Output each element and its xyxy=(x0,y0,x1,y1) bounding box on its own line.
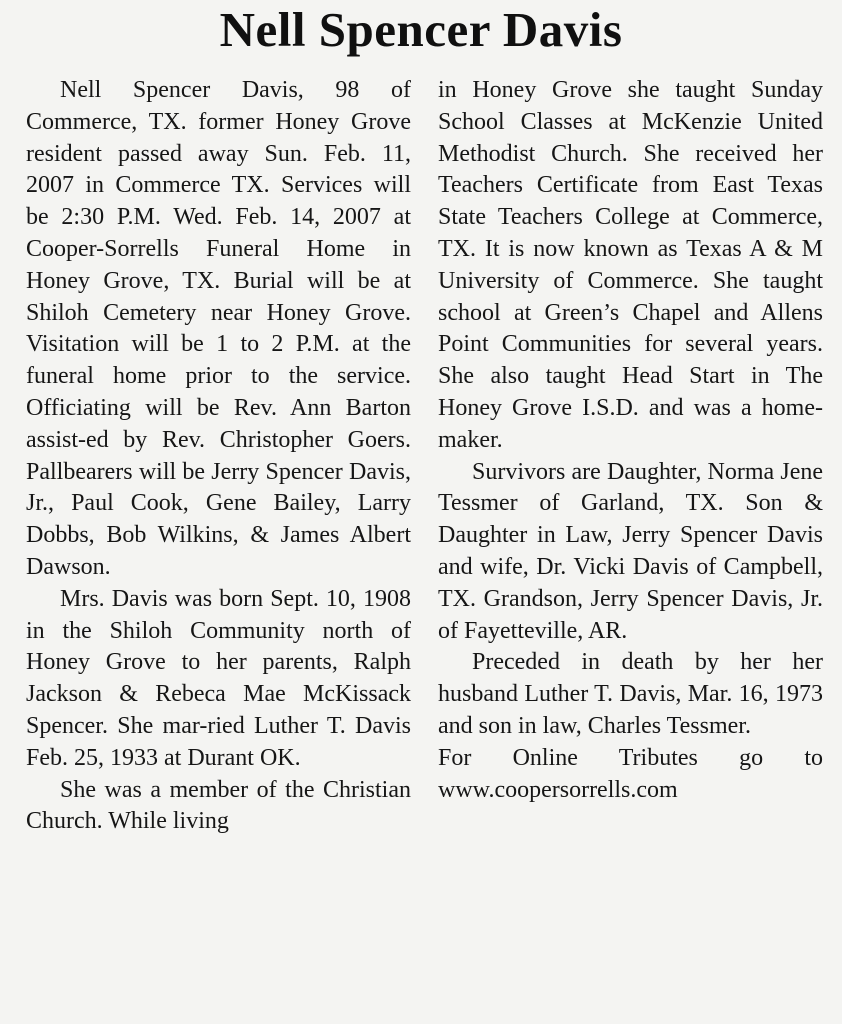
paragraph-survivors: Survivors are Daughter, Norma Jene Tessmer of Garland, TX. Son & Daughter in Law, Jerry Spencer Davis and wife, Dr. Vicki Davis of Campbell, TX. Grandson, Jerry Spencer Davis, Jr. of Fayetteville, AR. xyxy=(438,458,823,644)
paragraph-birth-marriage: Mrs. Davis was born Sept. 10, 1908 in the Shiloh Community north of Honey Grove to her parents, Ralph Jackson & Rebeca Mae McKissack Spencer. She mar-ried Luther T. Davis Feb. 25, 1933 at Durant OK. xyxy=(26,585,411,771)
paragraph-death-services: Nell Spencer Davis, 98 of Commerce, TX. former Honey Grove resident passed away Sun. Feb. 11, 2007 in Commerce TX. Services will be 2:30 P.M. Wed. Feb. 14, 2007 at Cooper-Sorrells Funeral Home in Honey Grove, TX. Burial will be at Shiloh Cemetery near Honey Grove. Visitation will be 1 to 2 P.M. at the funeral home prior to the service. Officiating will be Rev. Ann Barton assist-ed by Rev. Christopher Goers. Pallbearers will be Jerry Spencer Davis, Jr., Paul Cook, Gene Bailey, Larry Dobbs, Bob Wilkins, & James Albert Dawson. xyxy=(26,77,411,580)
paragraph-church-membership: She was a member of the Christian Church. While living xyxy=(26,776,411,835)
right-column xyxy=(438,75,823,806)
paragraph-preceded-in-death: Preceded in death by her her husband Luther T. Davis, Mar. 16, 1973 and son in law, Charles Tessmer. xyxy=(438,649,823,739)
paragraph-teaching-career: in Honey Grove she taught Sunday School Classes at McKenzie United Methodist Church. She received her Teachers Certificate from East Texas State Teachers College at Commerce, TX. It is now known as Texas A & M University of Commerce. She taught school at Green’s Chapel and Allens Point Communities for several years. She also taught Head Start in The Honey Grove I.S.D. and was a home-maker. xyxy=(438,77,823,453)
obituary-headline: Nell Spencer Davis xyxy=(219,2,623,57)
left-column xyxy=(26,75,411,838)
paragraph-online-tributes: For Online Tributes go to www.coopersorrells.com xyxy=(438,744,823,803)
